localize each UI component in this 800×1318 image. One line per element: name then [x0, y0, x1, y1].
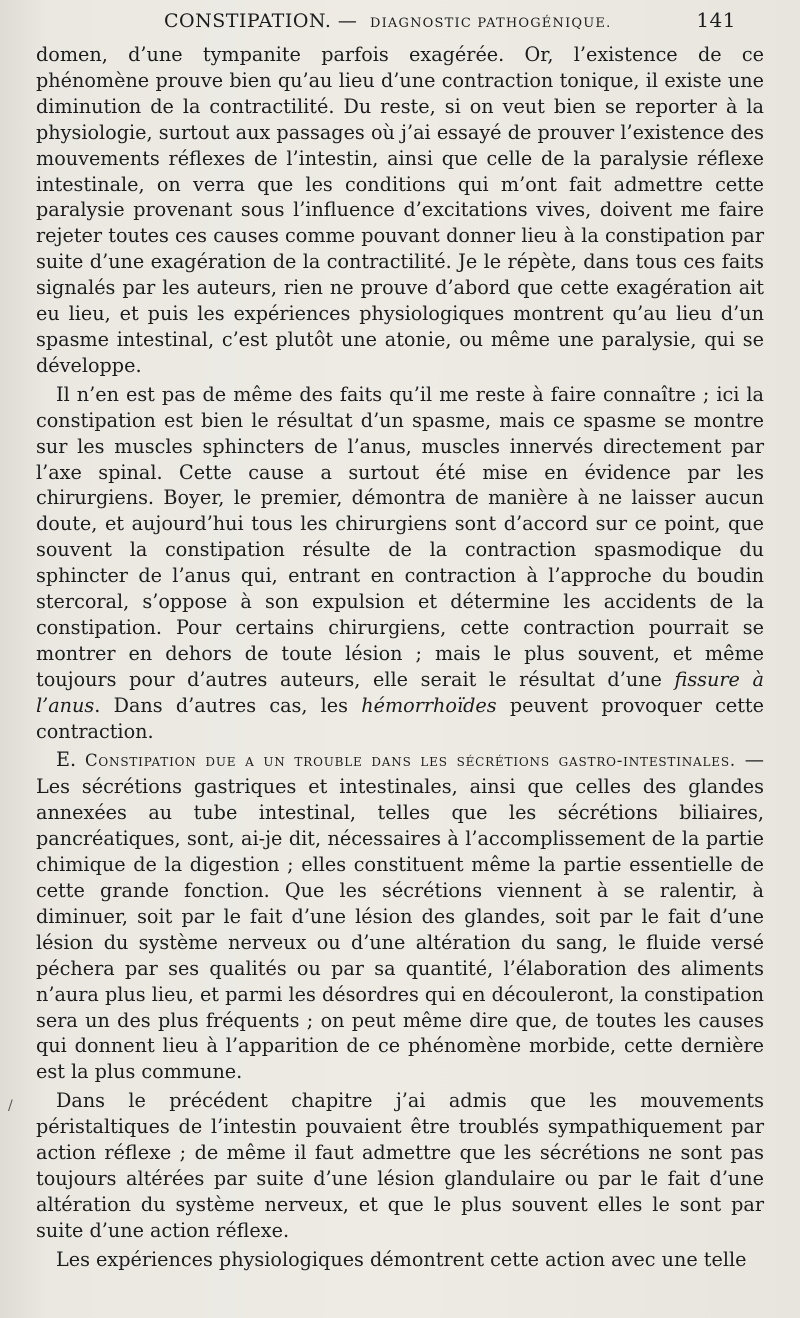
- header-title-group: [164, 10, 611, 32]
- margin-mark: /: [8, 1098, 13, 1114]
- section-e-heading: Constipation due a un trouble dans les sécrétions gastro-intestinales.: [84, 751, 736, 771]
- header-title: CONSTIPATION.: [164, 10, 332, 32]
- header-subtitle: DIAGNOSTIC PATHOGÉNIQUE.: [369, 16, 612, 31]
- header-dash: —: [337, 10, 358, 32]
- body-text: [36, 42, 764, 1273]
- italic-hemorrhoides: hémorrhoïdes: [361, 693, 497, 717]
- paragraph-1: domen, d’une tympanite parfois exagérée. Or, l’existence de ce phénomène prouve bien qu’au lieu d’une contraction tonique, il existe une diminution de la contractilité. Du reste, si on veut bien se reporter à la physiologie, surtout aux passages où j’ai essayé de prouver l’existence des mouvements réflexes de l’intestin, ainsi que celle de la paralysie réflexe intestinale, on verra que les conditions qui m’ont fait admettre cette paralysie provenant sous l’influence d’excitations vives, doivent me faire rejeter toutes ces causes comme pouvant donner lieu à la constipation par suite d’une exagération de la contractilité. Je le répète, dans tous ces faits signalés par les auteurs, rien ne prouve d’abord que cette exagération ait eu lieu, et puis les expériences physiologiques montrent qu’au lieu d’un spasme intestinal, c’est plutôt une atonie, ou même une paralysie, qui se développe.: [36, 43, 764, 377]
- page-number: 141: [696, 8, 736, 32]
- paragraph-2: [36, 382, 764, 745]
- paragraph-2-text: Il n’en est pas de même des faits qu’il me reste à faire connaître ; ici la constipation est bien le résultat d’un spasme, mais ce spasme se montre sur les muscles sphincters de l’anus, muscles innervés directement par l’axe spinal. Cette cause a surtout été mise en évidence par les chirurgiens. Boyer, le premier, démontra de manière à ne laisser aucun doute, et aujourd’hui tous les chirurgiens sont d’accord sur ce point, que souvent la constipation résulte de la contraction spasmodique du sphincter de l’anus qui, entrant en contraction à l’approche du boudin stercoral, s’oppose à son expulsion et détermine les accidents de la constipation. Pour certains chirurgiens, cette contraction pourrait se montrer en dehors de toute lésion ; mais le plus souvent, et même toujours pour d’autres auteurs, elle serait le résultat d’une: [36, 382, 764, 691]
- paragraph-4: Dans le précédent chapitre j’ai admis que les mouvements péristaltiques de l’intestin pouvaient être troublés sympathiquement par action réflexe ; de même il faut admettre que les sécrétions ne sont pas toujours altérées par suite d’une lésion glandulaire ou par le fait d’une altération du système nerveux, et que le plus souvent elles le sont par suite d’une action réflexe.: [36, 1089, 764, 1242]
- paragraph-3-text: Les sécrétions gastriques et intestinales, ainsi que celles des glandes annexées au tube intestinal, telles que les sécrétions biliaires, pancréatiques, sont, ai-je dit, nécessaires à l’accomplissement de la partie chimique de la digestion ; elles constituent même la partie essentielle de cette grande fonction. Que les sécrétions viennent à se ralentir, à diminuer, soit par le fait d’une lésion des glandes, soit par le fait d’une lésion du système nerveux ou d’une altération du sang, le fluide versé péchera par ses qualités ou par sa quantité, l’élaboration des aliments n’aura plus lieu, et parmi les désordres qui en découleront, la constipation sera un des plus fréquents ; on peut même dire que, de toutes les causes qui donnent lieu à l’apparition de ce phénomène morbide, cette dernière est la plus commune.: [36, 775, 764, 1084]
- section-e-dash: —: [744, 748, 764, 772]
- paragraph-5: Les expériences physiologiques démontrent cette action avec une telle: [56, 1247, 747, 1271]
- italic-fissure: fissure à l’anus: [36, 667, 764, 717]
- running-header: [36, 8, 764, 42]
- section-e-letter: E.: [56, 748, 77, 772]
- section-e-paragraph: [36, 747, 764, 1085]
- paragraph-2-mid: . Dans d’autres cas, les: [94, 693, 349, 717]
- paragraph-2-end: peuvent provoquer cette contraction.: [36, 693, 764, 743]
